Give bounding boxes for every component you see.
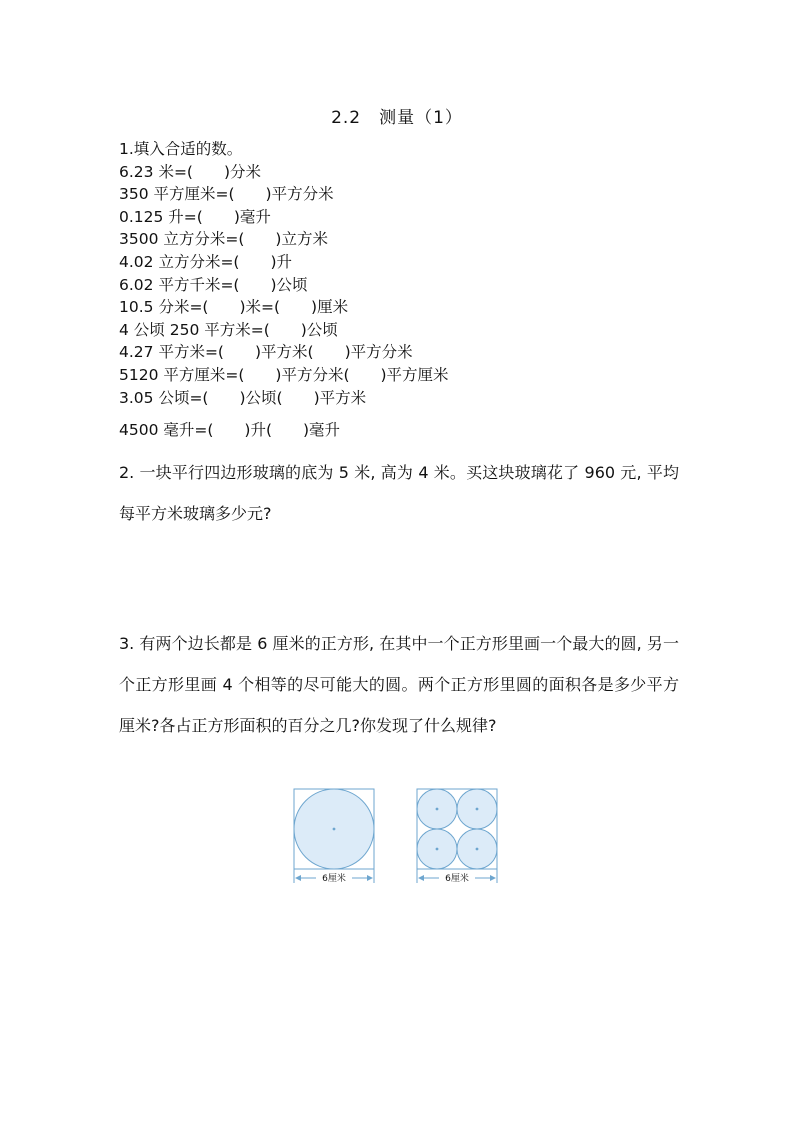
question-1 xyxy=(119,138,719,442)
fill-blank-line: 4.02 立方分米=( )升 xyxy=(119,252,293,271)
figure-one-circle xyxy=(294,789,374,884)
fill-blank-line: 6.23 米=( )分米 xyxy=(119,162,262,181)
fill-blank-line: 6.02 平方千米=( )公顷 xyxy=(119,275,308,294)
fill-blank-line: 10.5 分米=( )米=( )厘米 xyxy=(119,298,349,317)
fill-blank-line: 4 公顷 250 平方米=( )公顷 xyxy=(119,320,338,339)
circle-figures xyxy=(290,785,505,887)
question-1-heading: 1.填入合适的数。 xyxy=(119,140,243,158)
question-2: 2. 一块平行四边形玻璃的底为 5 米, 高为 4 米。买这块玻璃花了 960 元, 平均每平方米玻璃多少元? xyxy=(119,463,679,523)
figure-four-circles xyxy=(417,789,497,884)
circle-center-dot xyxy=(333,828,336,831)
left-dimension-label: 6厘米 xyxy=(322,874,346,884)
figures-svg xyxy=(290,785,505,887)
fill-blank-line: 3.05 公顷=( )公顷( )平方米 xyxy=(119,388,367,407)
fill-blank-line: 4500 毫升=( )升( )毫升 xyxy=(119,421,341,440)
fill-blank-line: 4.27 平方米=( )平方米( )平方分米 xyxy=(119,343,413,362)
fill-blank-line: 5120 平方厘米=( )平方分米( )平方厘米 xyxy=(119,365,449,384)
fill-blank-line: 0.125 升=( )毫升 xyxy=(119,207,271,226)
circle-center-dot xyxy=(476,848,479,851)
page-title: 2.2 测量（1） xyxy=(331,108,463,128)
right-dimension-label: 6厘米 xyxy=(445,874,469,884)
fill-blank-line: 350 平方厘米=( )平方分米 xyxy=(119,185,334,204)
circle-center-dot xyxy=(476,808,479,811)
circle-center-dot xyxy=(436,808,439,811)
fill-blank-line: 3500 立方分米=( )立方米 xyxy=(119,230,328,249)
question-3: 3. 有两个边长都是 6 厘米的正方形, 在其中一个正方形里画一个最大的圆, 另一个正方形里画 4 个相等的尽可能大的圆。两个正方形里圆的面积各是多少平方厘米?各占正方形面积的百分之几?你发现了什么规律? xyxy=(119,634,679,735)
circle-center-dot xyxy=(436,848,439,851)
